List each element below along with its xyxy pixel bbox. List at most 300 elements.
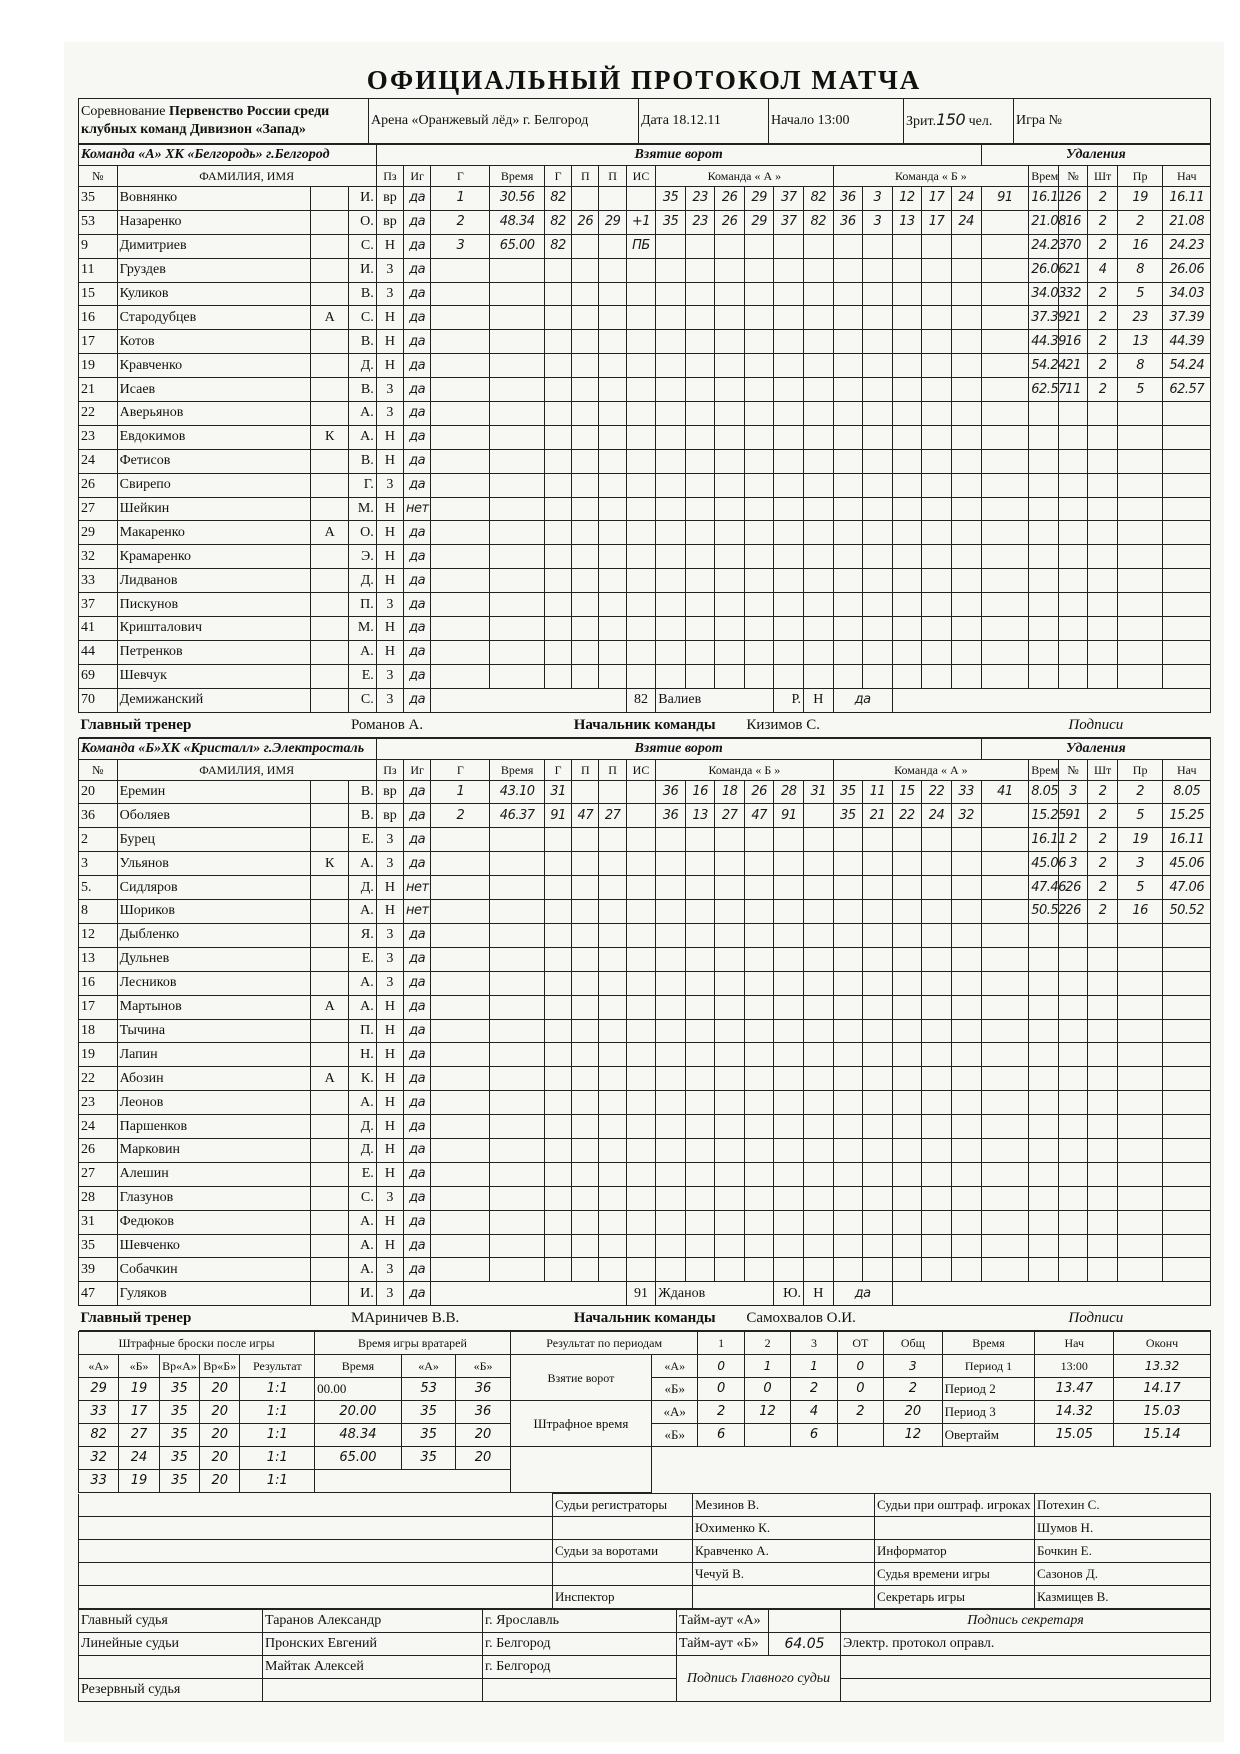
on-ice-own: [744, 378, 774, 402]
goal-scorer: 82: [544, 234, 571, 258]
shootout-cell: 1:1: [240, 1378, 315, 1401]
col-pen-pno: №: [1058, 166, 1088, 187]
linesman-city: г. Белгород: [483, 1656, 677, 1679]
blank-cell: [841, 1679, 1211, 1702]
penalty-cell: [1029, 923, 1059, 947]
player-captain: [310, 354, 349, 378]
col-on-ice-opp: Команда « Б »: [833, 166, 1029, 187]
on-ice-opp: [833, 306, 863, 330]
on-ice-own: [774, 1067, 804, 1091]
player-captain: [310, 828, 349, 852]
goal-assist2: [599, 282, 626, 306]
on-ice-own: [744, 1138, 774, 1162]
goal-time: [490, 449, 545, 473]
goal-scorer: [544, 402, 571, 426]
on-ice-opp: [892, 1186, 922, 1210]
player-row: [79, 900, 1211, 924]
penalty-cell: 34.03: [1029, 282, 1059, 306]
timekeeper: Сазонов Д.: [1035, 1563, 1211, 1586]
period-name: Овертайм: [942, 1424, 1035, 1447]
goal-situation: [626, 425, 656, 449]
player-initial: А.: [349, 1091, 376, 1115]
on-ice-own: [685, 330, 715, 354]
player-captain: [310, 900, 349, 924]
col-goal-no: Г: [431, 166, 490, 187]
player-row: [79, 210, 1211, 234]
player-initial: П.: [349, 593, 376, 617]
on-ice-own: [744, 900, 774, 924]
period-col: ОТ: [837, 1332, 883, 1355]
goal-assist2: [599, 330, 626, 354]
on-ice-own: 28: [774, 780, 804, 804]
penalty-cell: [1163, 545, 1211, 569]
on-ice-own: [656, 545, 686, 569]
on-ice-own: [804, 593, 834, 617]
on-ice-opp: [922, 545, 952, 569]
goalie-time-title: Время игры вратарей: [315, 1332, 511, 1355]
on-ice-own: [685, 1138, 715, 1162]
goal-situation: [626, 1019, 656, 1043]
on-ice-opp: [981, 569, 1029, 593]
on-ice-opp: [863, 1091, 893, 1115]
on-ice-own: [715, 258, 745, 282]
team_b-roster-table: [78, 738, 1211, 1332]
goal-time: [490, 1019, 545, 1043]
on-ice-opp: [951, 1067, 981, 1091]
on-ice-own: [715, 900, 745, 924]
goal-assist2: [599, 354, 626, 378]
spectators-cell: [904, 99, 1014, 144]
penalty-cell: [1088, 1067, 1118, 1091]
player-position: Н: [376, 617, 403, 641]
on-ice-own: [744, 1115, 774, 1139]
penalty-cell: 26: [1058, 900, 1088, 924]
summary-table: [78, 1331, 1211, 1493]
on-ice-opp: [922, 330, 952, 354]
goal-assist1: [572, 282, 599, 306]
on-ice-own: [656, 1138, 686, 1162]
on-ice-own: [804, 617, 834, 641]
col-pen-ptime: Врем: [1029, 759, 1059, 780]
goalie-cell: 20.00: [315, 1401, 402, 1424]
on-ice-own: [715, 617, 745, 641]
on-ice-own: [685, 569, 715, 593]
on-ice-own: [656, 354, 686, 378]
on-ice-own: [744, 828, 774, 852]
player-played: да: [404, 425, 431, 449]
shootout-cell: 33: [79, 1401, 119, 1424]
goal-scorer: [544, 569, 571, 593]
player-initial: Е.: [349, 947, 376, 971]
goal-number: [431, 425, 490, 449]
player-surname: Стародубцев: [117, 306, 310, 330]
penalty-cell: 2: [1088, 876, 1118, 900]
penalty-cell: 8.05: [1029, 780, 1059, 804]
goal-assist1: [572, 617, 599, 641]
penalty-cell: [1058, 1258, 1088, 1282]
penalty-cell: [1029, 664, 1059, 688]
player-position: Н: [376, 449, 403, 473]
penalty-cell: [1029, 947, 1059, 971]
on-ice-opp: [981, 258, 1029, 282]
goal-situation: [626, 640, 656, 664]
player-captain: [310, 804, 349, 828]
shootout-cell: 1:1: [240, 1447, 315, 1470]
goal-scorer: 82: [544, 210, 571, 234]
on-ice-own: [656, 640, 686, 664]
period-start-col: Нач: [1035, 1332, 1114, 1355]
penalty-cell: 5: [1117, 876, 1162, 900]
period-value: 20: [884, 1401, 943, 1424]
on-ice-opp: [892, 1258, 922, 1282]
goal-situation: [626, 1067, 656, 1091]
goal-number: [431, 545, 490, 569]
on-ice-own: [774, 282, 804, 306]
on-ice-opp: [951, 545, 981, 569]
on-ice-own: [744, 971, 774, 995]
on-ice-own: [656, 852, 686, 876]
on-ice-own: [774, 1186, 804, 1210]
on-ice-own: 29: [744, 210, 774, 234]
period-value: 0: [698, 1378, 744, 1401]
goal-scorer: 82: [544, 187, 571, 211]
player-played: нет: [404, 876, 431, 900]
coach-label: Главный тренер: [79, 1306, 349, 1331]
on-ice-own: [715, 449, 745, 473]
document-title: ОФИЦИАЛЬНЫЙ ПРОТОКОЛ МАТЧА: [366, 65, 922, 95]
on-ice-opp: [981, 617, 1029, 641]
on-ice-own: [744, 1186, 774, 1210]
penalty-cell: 13: [1117, 330, 1162, 354]
penalty-cell: [1117, 617, 1162, 641]
goal-assist2: [599, 258, 626, 282]
goal-time: [490, 378, 545, 402]
player-initial: А.: [349, 852, 376, 876]
player-initial: А.: [349, 995, 376, 1019]
player-surname: Петренков: [117, 640, 310, 664]
penalty-cell: [1117, 1091, 1162, 1115]
on-ice-opp: [833, 569, 863, 593]
on-ice-own: [804, 1234, 834, 1258]
player-number: 22: [79, 402, 118, 426]
penalty-cell: 21.08: [1163, 210, 1211, 234]
period-col: Общ: [884, 1332, 943, 1355]
goal-assist2: [599, 569, 626, 593]
player-captain: [310, 1234, 349, 1258]
on-ice-opp: [892, 378, 922, 402]
goal-number: [431, 1186, 490, 1210]
player-position: Н: [376, 497, 403, 521]
inspector-label: Инспектор: [553, 1586, 693, 1609]
goal-time: 30.56: [490, 187, 545, 211]
goal-assist2: [599, 521, 626, 545]
penalty-cell: [1117, 545, 1162, 569]
player-initial: К.: [349, 1067, 376, 1091]
blank-cell: [79, 1656, 263, 1679]
player-played: да: [404, 1234, 431, 1258]
on-ice-own: [715, 971, 745, 995]
on-ice-own: [685, 828, 715, 852]
on-ice-opp: [922, 354, 952, 378]
on-ice-opp: [922, 569, 952, 593]
penalty-cell: [1058, 1067, 1088, 1091]
on-ice-own: [774, 378, 804, 402]
penalty-cell: 2: [1088, 210, 1118, 234]
goal-time: [490, 306, 545, 330]
goal-number: [431, 1115, 490, 1139]
goal-assist2: [599, 187, 626, 211]
col-scorer: Г: [544, 759, 571, 780]
on-ice-own: [715, 1067, 745, 1091]
player-played: да: [404, 1115, 431, 1139]
player-number: 28: [79, 1186, 118, 1210]
goal-scorer: [544, 876, 571, 900]
on-ice-opp: [922, 852, 952, 876]
shootout-cell: 20: [200, 1424, 240, 1447]
penalty-cell: [1029, 425, 1059, 449]
penalty-cell: [1058, 1138, 1088, 1162]
penalties-header: Удаления: [981, 738, 1211, 759]
shootout-cell: 35: [159, 1424, 199, 1447]
goal-time: [490, 971, 545, 995]
signatures-label: Подписи: [981, 712, 1211, 737]
on-ice-opp: 91: [981, 187, 1029, 211]
goal-assist1: [572, 664, 599, 688]
col-situation: ИС: [626, 166, 656, 187]
player-surname: Шевчук: [117, 664, 310, 688]
penalty-cell: 2: [1088, 187, 1118, 211]
on-ice-opp: [951, 947, 981, 971]
goal-time: [490, 569, 545, 593]
player-surname: Бурец: [117, 828, 310, 852]
goal-assist1: [572, 1115, 599, 1139]
goal-situation: [626, 1186, 656, 1210]
goal-assist2: [599, 1019, 626, 1043]
player-row: [79, 1282, 1211, 1306]
on-ice-own: [685, 876, 715, 900]
on-ice-own: [715, 1043, 745, 1067]
on-ice-own: 27: [715, 804, 745, 828]
on-ice-opp: [863, 1186, 893, 1210]
goal-assist1: [572, 521, 599, 545]
penalty-cell: [1088, 402, 1118, 426]
reserve-referee-label: Резервный судья: [79, 1679, 263, 1702]
player-number: 70: [79, 688, 118, 712]
goal-assist2: [599, 923, 626, 947]
player-number: 24: [79, 449, 118, 473]
player-initial: А.: [349, 402, 376, 426]
on-ice-opp: [981, 995, 1029, 1019]
on-ice-own: [656, 473, 686, 497]
shootout-cell: 82: [79, 1424, 119, 1447]
player-position: 3: [376, 852, 403, 876]
goal-number: [431, 1258, 490, 1282]
on-ice-own: [744, 545, 774, 569]
on-ice-opp: [892, 330, 922, 354]
on-ice-opp: [981, 521, 1029, 545]
shootout-cell: 35: [159, 1447, 199, 1470]
player-position: 3: [376, 1258, 403, 1282]
on-ice-own: [685, 306, 715, 330]
col-played: Иг: [404, 759, 431, 780]
on-ice-opp: [951, 1186, 981, 1210]
penalty-cell: 16.11: [1029, 828, 1059, 852]
goal-situation: [626, 876, 656, 900]
penalty-cell: 47.06: [1163, 876, 1211, 900]
on-ice-opp: [922, 1258, 952, 1282]
penalty-cell: [1058, 593, 1088, 617]
col-pen-ptime: Врем: [1029, 166, 1059, 187]
blank-cell: [79, 1540, 553, 1563]
on-ice-own: [685, 923, 715, 947]
on-ice-opp: [892, 402, 922, 426]
player-initial: В.: [349, 378, 376, 402]
goal-assist1: [572, 1234, 599, 1258]
period-value: 0: [744, 1378, 790, 1401]
player-row: [79, 473, 1211, 497]
player-row: [79, 258, 1211, 282]
on-ice-own: 29: [744, 187, 774, 211]
goal-scorer: [544, 425, 571, 449]
on-ice-own: [804, 923, 834, 947]
on-ice-opp: [981, 876, 1029, 900]
player-row: [79, 449, 1211, 473]
goal-number: [431, 876, 490, 900]
on-ice-opp: 22: [892, 804, 922, 828]
col-scorer: Г: [544, 166, 571, 187]
player-position: Н: [376, 569, 403, 593]
goal-situation: ПБ: [626, 234, 656, 258]
on-ice-opp: [922, 593, 952, 617]
goal-situation: [626, 258, 656, 282]
player-row: [79, 1138, 1211, 1162]
goal-scorer: [544, 617, 571, 641]
spectators-label: Зрит.: [906, 114, 937, 129]
referees-table: [78, 1609, 1211, 1702]
player-position: Н: [376, 876, 403, 900]
on-ice-own: [804, 354, 834, 378]
on-ice-own: 82: [804, 187, 834, 211]
col-pen-sht: Шт: [1088, 166, 1118, 187]
on-ice-opp: [833, 473, 863, 497]
penalty-cell: [1088, 1234, 1118, 1258]
player-surname: Шейкин: [117, 497, 310, 521]
on-ice-own: [744, 258, 774, 282]
on-ice-own: [715, 1210, 745, 1234]
player-position: вр: [376, 187, 403, 211]
goal-situation: [626, 617, 656, 641]
goal-number: [431, 617, 490, 641]
on-ice-opp: [922, 947, 952, 971]
goal-time: [490, 545, 545, 569]
goal-assist1: 26: [572, 210, 599, 234]
player-number: 19: [79, 354, 118, 378]
on-ice-opp: 36: [833, 187, 863, 211]
player-captain: [310, 1115, 349, 1139]
on-ice-own: [685, 545, 715, 569]
shootout-cell: 19: [119, 1378, 159, 1401]
player-surname: Котов: [117, 330, 310, 354]
col-on-ice-own: Команда « А »: [656, 166, 833, 187]
on-ice-own: 26: [744, 780, 774, 804]
on-ice-opp: [981, 473, 1029, 497]
penalty-cell: [1117, 640, 1162, 664]
on-ice-opp: [951, 425, 981, 449]
on-ice-opp: [892, 306, 922, 330]
on-ice-own: [715, 640, 745, 664]
player-played: да: [404, 923, 431, 947]
on-ice-own: [685, 664, 715, 688]
goal-number: [431, 354, 490, 378]
penalty-cell: 3: [1058, 852, 1088, 876]
on-ice-own: [715, 473, 745, 497]
on-ice-opp: [981, 1258, 1029, 1282]
player-played: да: [404, 473, 431, 497]
period-col: 3: [791, 1332, 837, 1355]
blank-cell: [79, 1494, 553, 1517]
on-ice-opp: [951, 1091, 981, 1115]
on-ice-own: 37: [774, 210, 804, 234]
goal-scorer: [544, 923, 571, 947]
penalty-cell: 19: [1117, 187, 1162, 211]
on-ice-opp: [981, 923, 1029, 947]
col-no: №: [79, 166, 118, 187]
on-ice-own: [804, 425, 834, 449]
penalty-cell: [1088, 497, 1118, 521]
on-ice-own: [744, 947, 774, 971]
on-ice-own: [715, 330, 745, 354]
goal-assist2: [599, 449, 626, 473]
on-ice-own: [685, 1067, 715, 1091]
penalty-cell: 4: [1088, 258, 1118, 282]
goal-number: [431, 1067, 490, 1091]
on-ice-own: [685, 1234, 715, 1258]
goal-situation: [626, 593, 656, 617]
player-position: 3: [376, 923, 403, 947]
on-ice-opp: [833, 900, 863, 924]
player-surname: Глазунов: [117, 1186, 310, 1210]
on-ice-opp: [833, 876, 863, 900]
shootout-cell: 1:1: [240, 1424, 315, 1447]
on-ice-opp: [981, 354, 1029, 378]
player-row: [79, 1162, 1211, 1186]
goal-time: [490, 1091, 545, 1115]
goal-scorer: [544, 640, 571, 664]
goal-time: [490, 923, 545, 947]
player-played: да: [404, 1258, 431, 1282]
player-captain: [310, 378, 349, 402]
penalty-cell: [1088, 449, 1118, 473]
on-ice-opp: [981, 1210, 1029, 1234]
penalty-cell: 15.25: [1163, 804, 1211, 828]
on-ice-own: [774, 1234, 804, 1258]
penalty-cell: 16.11: [1163, 828, 1211, 852]
on-ice-opp: [863, 402, 893, 426]
player-row: [79, 378, 1211, 402]
penalty-cell: 2: [1088, 354, 1118, 378]
on-ice-own: [744, 354, 774, 378]
linesmen-label: Линейные судьи: [79, 1633, 263, 1656]
goal-assist1: [572, 354, 599, 378]
player-surname: Марковин: [117, 1138, 310, 1162]
player-position: 3: [376, 971, 403, 995]
on-ice-opp: [981, 1019, 1029, 1043]
on-ice-own: [685, 617, 715, 641]
player-played: да: [404, 449, 431, 473]
player-surname: Паршенков: [117, 1115, 310, 1139]
player-number: 35: [79, 1234, 118, 1258]
on-ice-opp: [981, 306, 1029, 330]
